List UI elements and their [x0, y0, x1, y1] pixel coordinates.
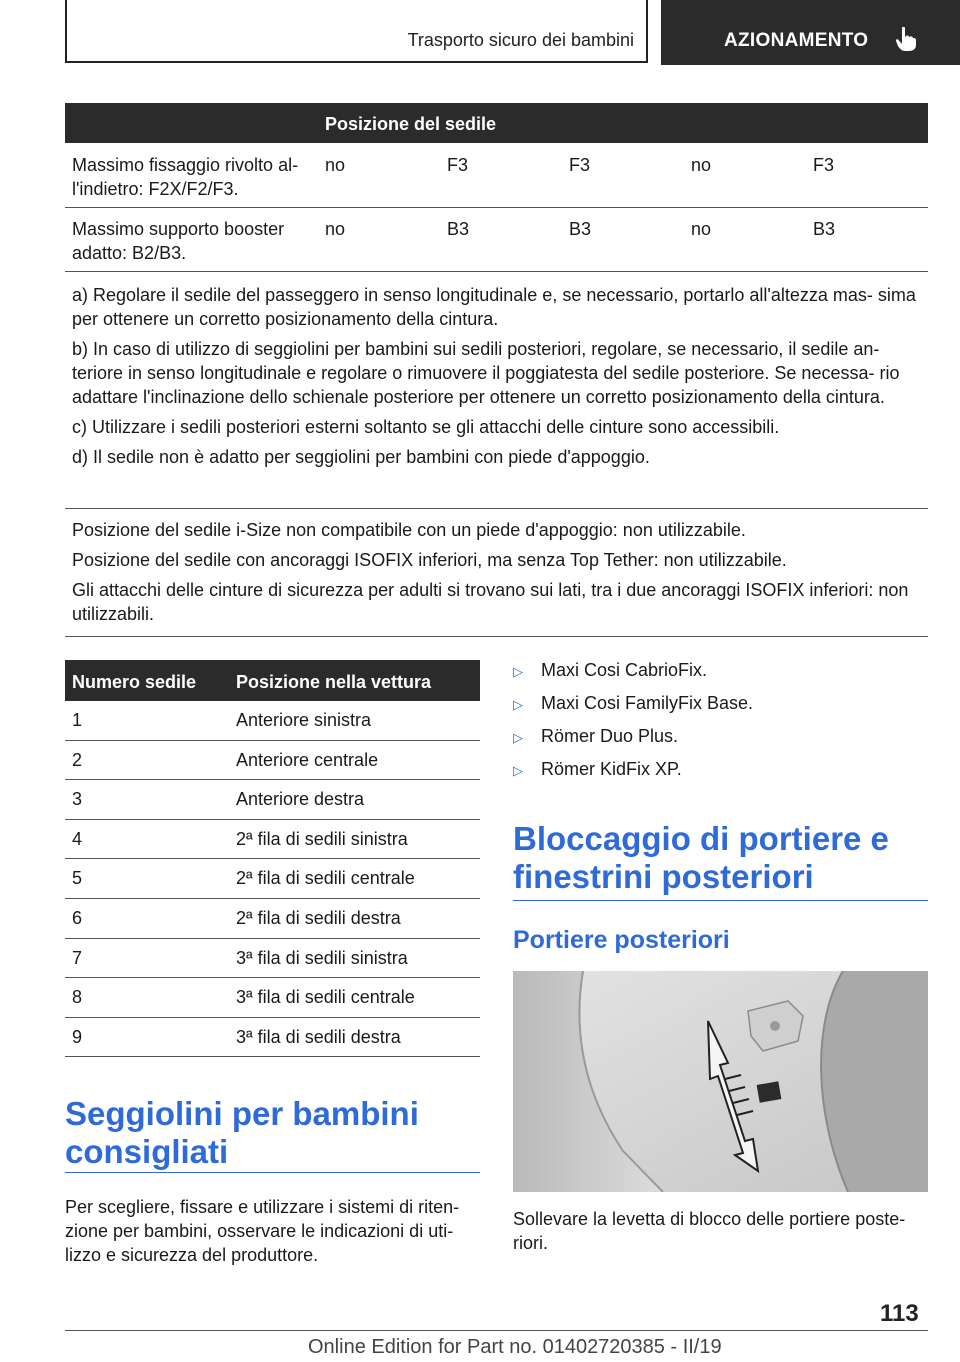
- seat-position: Anteriore sinistra: [236, 710, 372, 730]
- seat-number: 5: [72, 868, 83, 889]
- section-heading-door-lock: [513, 820, 889, 896]
- seat-number: 4: [72, 828, 83, 849]
- table-row: [65, 780, 480, 820]
- table-cell: no: [325, 219, 346, 239]
- legend-note: Posizione del sedile i-Size non compatibile con un piede d'appoggio: non utilizzabile.: [72, 520, 746, 540]
- column-header-seat-number: Numero sedile: [72, 672, 197, 692]
- hand-pointer-icon: [895, 26, 917, 52]
- table-cell: no: [691, 219, 712, 239]
- table-cell: B3: [813, 219, 836, 239]
- table-cell: F3: [813, 155, 835, 175]
- triangle-bullet-icon: ▷: [513, 730, 523, 745]
- table-row: [65, 820, 480, 860]
- table-divider: [65, 508, 928, 509]
- footnote: a) Regolare il sedile del passeggero in senso longitudinale e, se necessario, portarlo all'altezza mas- sima per ottenere un corretto posizionamento della cintura.: [72, 285, 916, 329]
- seat-position: 3ª fila di sedili centrale: [236, 987, 415, 1008]
- photo-caption: Sollevare la levetta di blocco delle portiere poste- riori.: [513, 1209, 906, 1253]
- seat-number: 1: [72, 710, 83, 730]
- seat-number-table-header: [65, 660, 480, 701]
- table-divider: [65, 636, 928, 637]
- seat-position-table-header: [65, 103, 928, 143]
- list-item: [513, 660, 928, 693]
- list-item: [513, 759, 928, 792]
- table-cell: no: [691, 155, 712, 175]
- table-row: [65, 939, 480, 979]
- seat-position: 3ª fila di sedili sinistra: [236, 947, 408, 968]
- table-cell: B3: [447, 219, 470, 239]
- seat-position: 2ª fila di sedili destra: [236, 908, 401, 928]
- seat-number: 3: [72, 789, 83, 810]
- child-seats-paragraph: Per scegliere, fissare e utilizzare i sistemi di riten- zione per bambini, osservare le indicazioni di uti- lizzo e sicurezza del produttore.: [65, 1197, 460, 1265]
- footnote: d) Il sedile non è adatto per seggiolini per bambini con piede d'appoggio.: [72, 447, 650, 467]
- table-row: [65, 859, 480, 899]
- list-item-text: Römer KidFix XP.: [541, 759, 682, 779]
- triangle-bullet-icon: ▷: [513, 763, 523, 778]
- heading-line: finestrini posteriori: [513, 858, 814, 895]
- table-divider: [65, 207, 928, 208]
- seat-position-header-label: Posizione del sedile: [325, 114, 497, 134]
- table-cell: no: [325, 155, 346, 175]
- header-section-box: [661, 0, 960, 65]
- footnotes: [72, 283, 922, 475]
- chapter-title: Trasporto sicuro dei bambini: [407, 30, 634, 50]
- section-heading-child-seats: [65, 1095, 419, 1171]
- table-cell: F3: [447, 155, 469, 175]
- legend-notes: [72, 518, 922, 632]
- table-cell: B3: [569, 219, 592, 239]
- seat-position: 2ª fila di sedili sinistra: [236, 828, 408, 849]
- seat-number: 9: [72, 1026, 83, 1047]
- seat-position: 3ª fila di sedili destra: [236, 1026, 401, 1047]
- seat-number: 8: [72, 987, 83, 1008]
- list-item-text: Römer Duo Plus.: [541, 726, 679, 746]
- table-divider: [65, 271, 928, 272]
- footer-edition: Online Edition for Part no. 01402720385 - II/19: [308, 1336, 722, 1358]
- footer-divider: [65, 1330, 928, 1331]
- list-item-text: Maxi Cosi FamilyFix Base.: [541, 693, 754, 713]
- triangle-bullet-icon: ▷: [513, 697, 523, 712]
- section-title: AZIONAMENTO: [724, 30, 869, 51]
- seat-number: 2: [72, 749, 83, 770]
- table-cell: F3: [569, 155, 591, 175]
- list-item: [513, 693, 928, 726]
- legend-note: Gli attacchi delle cinture di sicurezza per adulti si trovano sui lati, tra i due ancoraggi ISOFIX inferiori: non utilizzabili.: [72, 580, 909, 624]
- table-row: [65, 741, 480, 781]
- table-row: [65, 1018, 480, 1058]
- rear-door-lock-photo: [513, 971, 928, 1192]
- heading-line: consigliati: [65, 1133, 229, 1170]
- seat-number: 7: [72, 947, 83, 968]
- heading-underline: [513, 900, 928, 901]
- header-chapter-box: [65, 0, 648, 63]
- column-header-position: Posizione nella vettura: [236, 672, 432, 692]
- recommended-seats-list: [513, 660, 928, 792]
- heading-underline: [65, 1172, 480, 1173]
- heading-line: Bloccaggio di portiere e: [513, 820, 889, 857]
- seat-position: Anteriore centrale: [236, 749, 379, 770]
- seat-position: Anteriore destra: [236, 789, 365, 810]
- triangle-bullet-icon: ▷: [513, 664, 523, 679]
- footnote: b) In caso di utilizzo di seggiolini per bambini sui sedili posteriori, regolare, se necessario, il sedile an- teriore in senso longitudinale e regolare o rimuovere il poggiatesta del sedile posteriore. Se necessa- rio adattare l'inclinazione dello schienale posteriore per ottenere un corretto posizionamento della cintura.: [72, 339, 900, 407]
- seat-position: 2ª fila di sedili centrale: [236, 868, 415, 889]
- row-label: Massimo supporto booster adatto: B2/B3.: [72, 219, 285, 263]
- row-label: Massimo fissaggio rivolto al- l'indietro: F2X/F2/F3.: [72, 155, 299, 199]
- page-number: 113: [880, 1300, 919, 1327]
- heading-line: Seggiolini per bambini: [65, 1095, 419, 1132]
- table-row: [65, 701, 480, 741]
- seat-number: 6: [72, 908, 83, 928]
- table-row: [65, 978, 480, 1018]
- list-item-text: Maxi Cosi CabrioFix.: [541, 660, 708, 680]
- legend-note: Posizione del sedile con ancoraggi ISOFIX inferiori, ma senza Top Tether: non utilizzabile.: [72, 550, 787, 570]
- subheading-rear-doors: Portiere posteriori: [513, 926, 730, 954]
- footnote: c) Utilizzare i sedili posteriori esterni soltanto se gli attacchi delle cinture sono accessibili.: [72, 417, 780, 437]
- list-item: [513, 726, 928, 759]
- table-row: [65, 899, 480, 939]
